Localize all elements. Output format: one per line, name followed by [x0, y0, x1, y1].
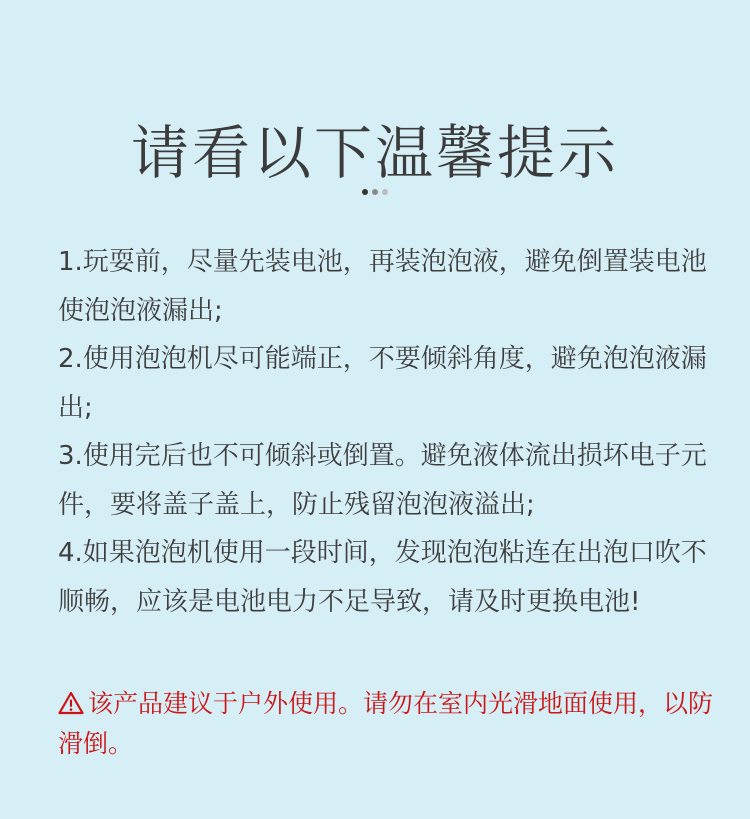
tips-list	[58, 238, 708, 626]
pagination-dot	[372, 189, 378, 195]
pagination-dot	[382, 189, 388, 195]
warning-notice	[58, 684, 723, 764]
warning-triangle-icon	[58, 687, 84, 711]
tip-item: 1.玩耍前，尽量先装电池，再装泡泡液，避免倒置装电池使泡泡液漏出;	[58, 247, 707, 326]
warning-text: 该产品建议于户外使用。请勿在室内光滑地面使用，以防滑倒。	[58, 689, 714, 758]
pagination-dots	[0, 189, 750, 195]
tip-item: 4.如果泡泡机使用一段时间，发现泡泡粘连在出泡口吹不顺畅，应该是电池电力不足导致，请及时更换电池!	[58, 538, 707, 617]
tip-item: 3.使用完后也不可倾斜或倒置。避免液体流出损坏电子元件，要将盖子盖上，防止残留泡泡液溢出;	[58, 441, 707, 520]
pagination-dot-active	[362, 189, 368, 195]
tip-item: 2.使用泡泡机尽可能端正，不要倾斜角度，避免泡泡液漏出;	[58, 344, 707, 423]
page-title: 请看以下温馨提示	[130, 118, 619, 187]
